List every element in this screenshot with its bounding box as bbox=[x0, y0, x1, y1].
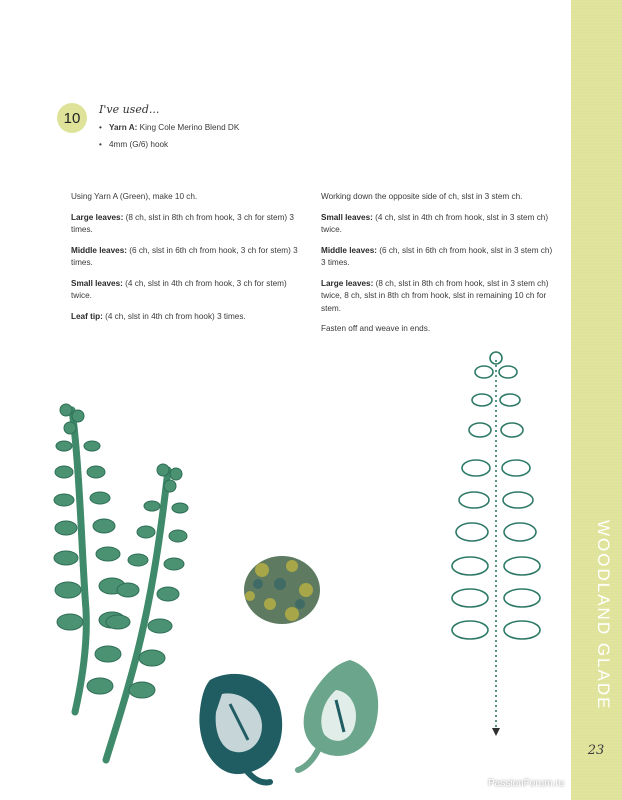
instruction-text: Using Yarn A (Green), make 10 ch. bbox=[71, 192, 198, 201]
crochet-leaf-sage bbox=[298, 660, 378, 770]
instruction-text: (6 ch, slst in 6th ch from hook, 3 ch for stem) 3 times. bbox=[71, 245, 298, 267]
watermark: PassionForum.ru bbox=[488, 778, 565, 789]
crochet-chart-diagram bbox=[452, 352, 540, 736]
instruction-label: Middle leaves: bbox=[321, 245, 377, 255]
instruction-label: Small leaves: bbox=[321, 212, 373, 222]
instruction-text: (4 ch, slst in 4th ch from hook) 3 times. bbox=[105, 311, 246, 321]
instruction-text: (6 ch, slst in 6th ch from hook, slst in 3 stem ch) 3 times. bbox=[321, 245, 553, 267]
instruction-text: (8 ch, slst in 8th ch from hook, 3 ch for stem) 3 times. bbox=[71, 212, 294, 234]
section-title: WOODLAND GLADE bbox=[594, 520, 613, 711]
instruction-label: Small leaves: bbox=[71, 278, 123, 288]
instruction-text: (4 ch, slst in 4th ch from hook, 3 ch for stem) twice. bbox=[71, 278, 287, 300]
crochet-moss-cluster bbox=[244, 556, 320, 624]
materials-item-text: King Cole Merino Blend DK bbox=[139, 123, 240, 132]
crochet-leaf-dark bbox=[199, 674, 282, 783]
page-number: 23 bbox=[587, 743, 605, 758]
crochet-fern-right bbox=[87, 464, 188, 760]
materials-item-label: Yarn A: bbox=[109, 123, 138, 132]
instruction-text: (8 ch, slst in 8th ch from hook, slst in 3 stem ch) twice, 8 ch, slst in 8th ch from hook, slst in remaining 10 ch for stem. bbox=[321, 278, 549, 313]
instruction-label: Large leaves: bbox=[71, 212, 124, 222]
materials-item-text: 4mm (G/6) hook bbox=[109, 140, 169, 149]
crochet-fern-left bbox=[54, 404, 125, 712]
materials-heading: I've used... bbox=[99, 103, 160, 116]
instruction-text: Working down the opposite side of ch, slst in 3 stem ch. bbox=[321, 192, 523, 201]
instruction-label: Middle leaves: bbox=[71, 245, 127, 255]
instruction-label: Large leaves: bbox=[321, 278, 374, 288]
instruction-text: Fasten off and weave in ends. bbox=[321, 324, 431, 333]
step-number: 10 bbox=[63, 109, 81, 127]
instruction-text: (4 ch, slst in 4th ch from hook, slst in 3 stem ch) twice. bbox=[321, 212, 549, 234]
instruction-label: Leaf tip: bbox=[71, 311, 103, 321]
